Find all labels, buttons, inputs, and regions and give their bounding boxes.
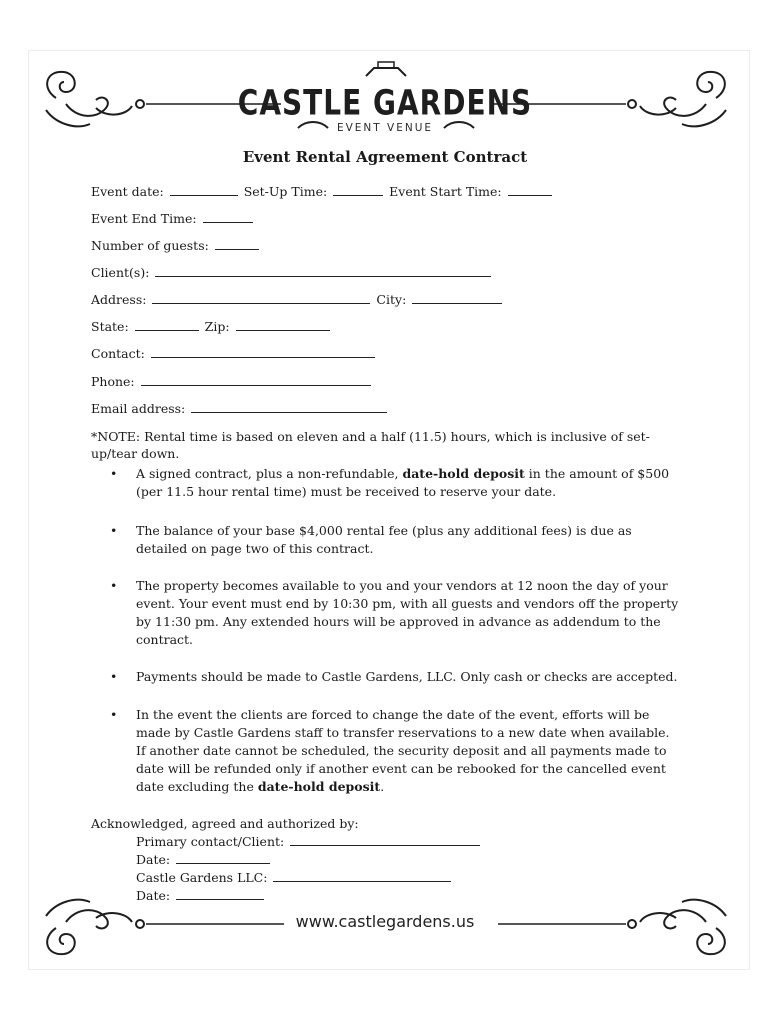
date-label: Date:: [136, 852, 171, 867]
date-row-1: [136, 851, 272, 869]
state-label: State:: [91, 319, 129, 334]
start-time-label: Event Start Time:: [389, 184, 502, 199]
address-label: Address:: [91, 292, 147, 307]
castle-gardens-signature-blank[interactable]: [273, 870, 451, 882]
guests-blank[interactable]: [215, 238, 259, 250]
castle-gardens-label: Castle Gardens LLC:: [136, 870, 268, 885]
primary-contact-label: Primary contact/Client:: [136, 834, 285, 849]
contact-blank[interactable]: [151, 346, 375, 358]
phone-label: Phone:: [91, 374, 135, 389]
event-date-blank[interactable]: [170, 184, 238, 196]
field-row-end-time: [91, 211, 255, 227]
field-row-address: [91, 292, 504, 308]
contact-label: Contact:: [91, 346, 145, 361]
clients-blank[interactable]: [155, 265, 491, 277]
footer-ornament-icon: [36, 898, 736, 968]
end-time-blank[interactable]: [203, 211, 253, 223]
email-blank[interactable]: [191, 401, 387, 413]
city-blank[interactable]: [412, 292, 502, 304]
phone-blank[interactable]: [141, 374, 371, 386]
castle-gardens-row: [136, 869, 453, 887]
bullet-icon: •: [110, 523, 118, 538]
setup-time-blank[interactable]: [333, 184, 383, 196]
date-label: Date:: [136, 888, 171, 903]
field-row-contact: [91, 346, 377, 362]
rental-time-note: *NOTE: Rental time is based on eleven and a half (11.5) hours, which is inclusive of set-up/tear down.: [91, 429, 650, 461]
date-blank-1[interactable]: [176, 852, 270, 864]
field-row-phone: [91, 374, 373, 390]
zip-label: Zip:: [204, 319, 230, 334]
field-row-clients: [91, 265, 493, 281]
document-title: Event Rental Agreement Contract: [242, 148, 528, 166]
field-row-event: [91, 184, 554, 200]
start-time-blank[interactable]: [508, 184, 552, 196]
logo-title: CASTLE GARDENS: [237, 82, 533, 124]
acknowledgement-heading: Acknowledged, agreed and authorized by:: [91, 816, 359, 831]
date-hold-deposit-emphasis: date-hold deposit: [402, 466, 525, 481]
setup-time-label: Set-Up Time:: [243, 184, 328, 199]
event-date-label: Event date:: [91, 184, 164, 199]
primary-contact-signature-blank[interactable]: [290, 834, 480, 846]
end-time-label: Event End Time:: [91, 211, 197, 226]
footer-website[interactable]: www.castlegardens.us: [295, 912, 475, 931]
city-label: City:: [376, 292, 407, 307]
bullet-icon: •: [110, 466, 118, 481]
field-row-email: [91, 401, 389, 417]
date-hold-deposit-emphasis: date-hold deposit: [257, 779, 381, 794]
zip-blank[interactable]: [236, 319, 330, 331]
bullet-icon: •: [110, 669, 118, 684]
field-row-state-zip: [91, 319, 332, 335]
guests-label: Number of guests:: [91, 238, 209, 253]
state-blank[interactable]: [135, 319, 199, 331]
address-blank[interactable]: [152, 292, 370, 304]
primary-contact-row: [136, 833, 482, 851]
email-label: Email address:: [91, 401, 186, 416]
clients-label: Client(s):: [91, 265, 150, 280]
bullet-icon: •: [110, 707, 118, 722]
logo-subtitle: EVENT VENUE: [336, 122, 434, 134]
bullet-icon: •: [110, 578, 118, 593]
field-row-guests: [91, 238, 261, 254]
